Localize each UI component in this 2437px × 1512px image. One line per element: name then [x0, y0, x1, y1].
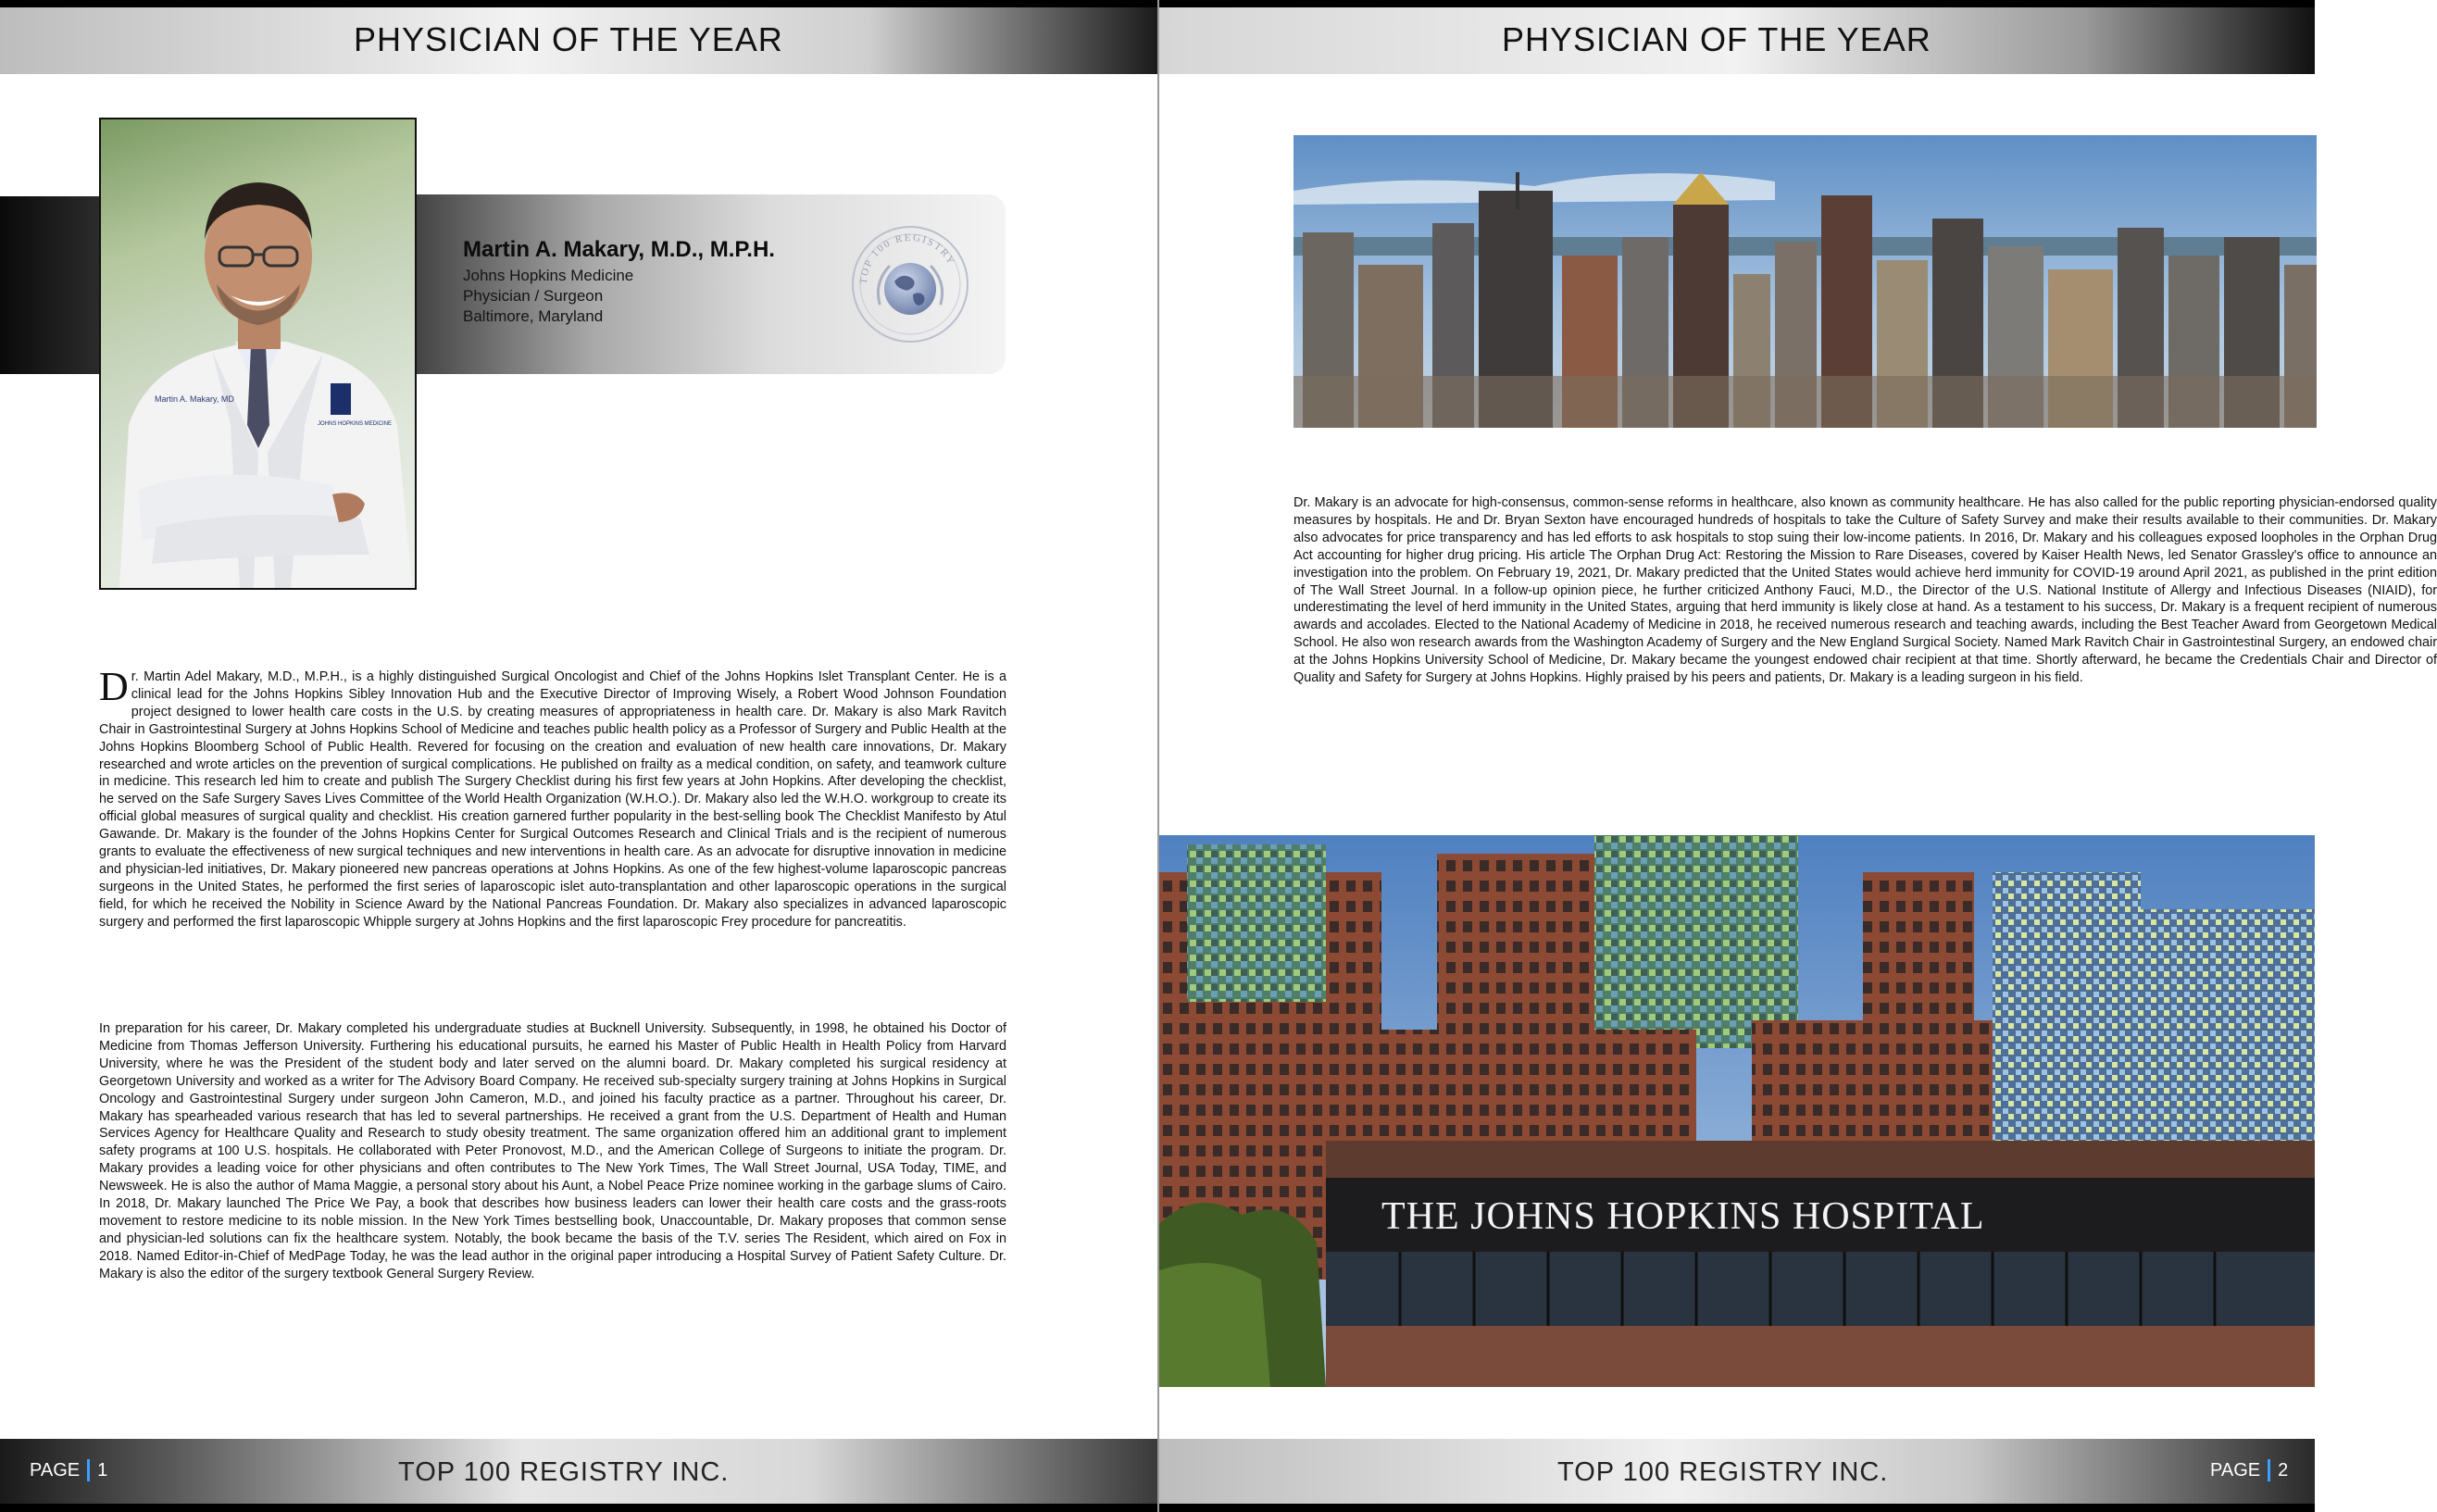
- page-divider: [87, 1459, 90, 1481]
- hospital-photo: [1159, 835, 2315, 1387]
- footer-company: TOP 100 REGISTRY INC.: [398, 1457, 730, 1487]
- footer-bar: [0, 1439, 1157, 1512]
- role: Physician / Surgeon: [463, 287, 604, 305]
- name-card: [417, 194, 1006, 374]
- page-2: [1157, 0, 2437, 1512]
- header-title: PHYSICIAN OF THE YEAR: [1502, 20, 1931, 58]
- accent-band: [0, 196, 102, 374]
- organization: Johns Hopkins Medicine: [463, 267, 634, 284]
- paragraph-1-text: r. Martin Adel Makary, M.D., M.P.H., is a highly distinguished Surgical Oncologist and Chief of the Johns Hopkins Islet Transplant Center. He is a clinical lead for the Johns Hopkins Sibley Innovation Hub and the Executive Director of Improving Wisely, a Robert Wood Johnson Foundation project designed to lower health care costs in the U.S. by creating measures of appropriateness in health care. Dr. Makary is also Mark Ravitch Chair in Gastrointestinal Surgery at Johns Hopkins School of Medicine and teaches public health policy as a Professor of Surgery and Public Health at the Johns Hopkins Bloomberg School of Public Health. Revered for focusing on the creation and evaluation of new health care innovations, Dr. Makary researched and wrote articles on the prevention of surgical complications. He published on frailty as a medical condition, on safety, and teamwork culture in medicine. This research led him to create and publish The Surgery Checklist during his first few years at John Hopkins. After developing the checklist, he served on the Safe Surgery Saves Lives Committee of the World Health Organization (W.H.O.). Dr. Makary also led the W.H.O. workgroup to create its official global measures of surgical quality and checklist. His creation garnered further popularity in the best-selling book The Checklist Manifesto by Atul Gawande. Dr. Makary is the founder of the Johns Hopkins Center for Surgical Outcomes Research and Clinical Trials and is the recipient of numerous grants to evaluate the effectiveness of new surgical techniques and new interventions in health care. As an advocate for disruptive innovation in medicine and physician-led initiatives, Dr. Makary pioneered new pancreas operations at Johns Hopkins. As one of the few highest-volume laparoscopic pancreas surgeons in the United States, he performed the first series of laparoscopic islet auto-transplantation and other laparoscopic operations in the surgical field, for which he received the Nobility in Science Award by the National Pancreas Foundation. Dr. Makary also specializes in advanced laparoscopic surgery and performed the first laparoscopic Whipple surgery at Johns Hopkins and the first laparoscopic Frey procedure for pancreatitis.: [99, 669, 1006, 930]
- page-number-value: 1: [97, 1459, 108, 1481]
- registry-seal-logo: [846, 220, 974, 348]
- article-paragraph-3: Dr. Makary is an advocate for high-consensus, common-sense reforms in healthcare, also known as community healthcare. He has also called for the public reporting physician-endorsed quality measures by hospitals. He and Dr. Bryan Sexton have encouraged hundreds of hospitals to take the Culture of Safety Survey and make their results available to their communities. Dr. Makary also advocates for price transparency and has led efforts to ask hospitals to stop suing their low-income patients. In 2016, Dr. Makary and his colleagues exposed loopholes in the Orphan Drug Act accounting for higher drug pricing. His article The Orphan Drug Act: Restoring the Mission to Rare Diseases, covered by Kaiser Health News, led Senator Grassley's office to announce an investigation into the problem. On February 19, 2021, Dr. Makary predicted that the United States would achieve herd immunity for COVID-19 around April 2021, as published in the print edition of The Wall Street Journal. In a follow-up opinion piece, he further criticized Anthony Fauci, M.D., the Director of the U.S. National Institute of Allergy and Infectious Diseases (NIAID), for underestimating the level of herd immunity in the United States, arguing that herd immunity is likely close at hand. As a testament to his success, Dr. Makary is a frequent recipient of numerous awards and accolades. Elected to the National Academy of Medicine in 2018, he received numerous research and teaching awards, including the Best Teacher Award from Georgetown Medical School. He also won research awards from the Washington Academy of Surgery and the New England Surgical Society. Named Mark Ravitch Chair in Gastrointestinal Surgery, an endowed chair at the Johns Hopkins University School of Medicine, Dr. Makary became the youngest endowed chair recipient at that time. Shortly afterward, he became the Credentials Chair and Director of Quality and Safety for Surgery at Johns Hopkins. Highly praised by his peers and patients, Dr. Makary is a leading surgeon in his field.: [1293, 495, 2437, 686]
- footer-company: TOP 100 REGISTRY INC.: [1557, 1457, 1889, 1487]
- page-number-value: 2: [2278, 1459, 2289, 1481]
- article-paragraph-1: [99, 664, 1006, 931]
- page-1: [0, 0, 1157, 1512]
- location: Baltimore, Maryland: [463, 307, 604, 325]
- page-label: PAGE: [2210, 1459, 2261, 1481]
- article-paragraph-2: In preparation for his career, Dr. Makary completed his undergraduate studies at Bucknell University. Subsequently, in 1998, he obtained his Doctor of Medicine from Thomas Jefferson University. Furthering his educational pursuits, he earned his Master of Public Health in Health Policy from Harvard University, where he was the President of the student body and later served on the alumni board. Dr. Makary completed his surgical residency at Georgetown University and worked as a writer for The Advisory Board Company. He received sub-specialty surgery training at Johns Hopkins in Surgical Oncology and Gastrointestinal Surgery under surgeon John Cameron, M.D., and joined his faculty practice as a partner. Throughout his career, Dr. Makary has spearheaded various research that has led to several partnerships. He received a grant from the U.S. Department of Health and Human Services Agency for Healthcare Quality and Research to study obesity treatment. The same organization offered him an additional grant to implement safety programs at 100 U.S. hospitals. He collaborated with Peter Pronovost, M.D., and the American College of Surgeons to initiate the program. Dr. Makary provides a leading voice for other physicians and often contributes to The New York Times, The Wall Street Journal, USA Today, TIME, and Newsweek. He is also the author of Mama Maggie, a personal story about his Aunt, a Nobel Peace Prize nominee working in the garbage slums of Cairo. In 2018, Dr. Makary launched The Price We Pay, a book that describes how business leaders can lower their health care costs and the grass-roots movement to restore medicine to its noble mission. In the New York Times bestselling book, Unaccountable, Dr. Makary proposes that common sense and physician-led solutions can fix the healthcare system. Notably, the book became the basis of the T.V. series The Resident, which aired on Fox in 2018. Named Editor-in-Chief of MedPage Today, he was the lead author in the original paper introducing a Hospital Survey of Patient Safety Culture. Dr. Makary is also the editor of the surgery textbook General Surgery Review.: [99, 1021, 1006, 1281]
- physician-portrait: [99, 118, 417, 590]
- page-number: [30, 1459, 107, 1481]
- coat-embroidery: Martin A. Makary, MD: [155, 394, 234, 404]
- page-number: [2210, 1459, 2288, 1481]
- drop-cap: D: [99, 664, 129, 709]
- header-title: PHYSICIAN OF THE YEAR: [354, 20, 783, 58]
- header-bar: [0, 0, 1157, 74]
- physician-name: Martin A. Makary, M.D., M.P.H.: [463, 237, 775, 262]
- page-label: PAGE: [30, 1459, 81, 1481]
- city-skyline-photo: [1293, 135, 2317, 428]
- svg-text:TOP 100 REGISTRY: TOP 100 REGISTRY: [857, 231, 957, 285]
- hospital-sign: THE JOHNS HOPKINS HOSPITAL: [1381, 1195, 1985, 1238]
- coat-badge: JOHNS HOPKINS MEDICINE: [318, 421, 393, 427]
- header-bar: [1159, 0, 2315, 74]
- footer-bar: [1159, 1439, 2315, 1512]
- page-divider: [2268, 1459, 2270, 1481]
